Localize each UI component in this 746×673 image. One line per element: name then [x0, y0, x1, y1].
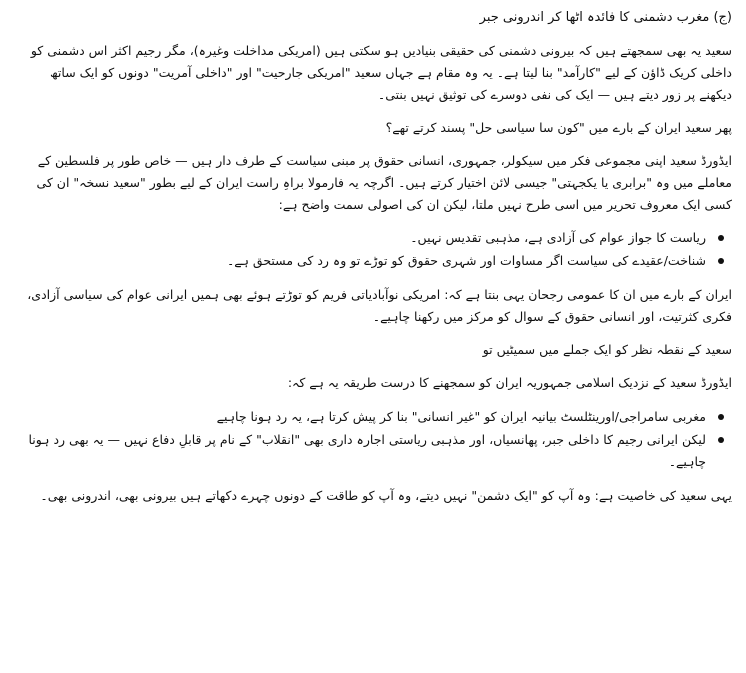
summary-list: [14, 406, 732, 473]
summary-lead: ایڈورڈ سعید کے نزدیک اسلامی جمہوریہ ایران کو سمجھنے کا درست طریقہ یہ ہے کہ:: [287, 375, 732, 390]
question-political-solution: پھر سعید ایران کے بارے میں "کون سا سیاسی حل" پسند کرتے تھے؟: [385, 120, 732, 135]
principles-list: [14, 227, 732, 272]
list-item: ریاست کا جواز عوام کی آزادی ہے، مذہبی تقدیس نہیں۔: [14, 227, 706, 249]
section-heading: (ج) مغرب دشمنی کا فائدہ اٹھا کر اندرونی جبر: [479, 10, 732, 25]
list-item: لیکن ایرانی رجیم کا داخلی جبر، پھانسیاں، اور مذہبی ریاستی اجارہ داری بھی "انقلاب" کے نام پر قابلِ دفاع نہیں — یہ بھی رد ہونا چاہیے۔: [14, 429, 706, 473]
list-item: مغربی سامراجی/اورینٹلسٹ بیانیہ ایران کو "غیر انسانی" بنا کر پیش کرتا ہے، یہ رد ہونا چاہیے: [14, 406, 706, 428]
paragraph-iran-tendency: ایران کے بارے میں ان کا عمومی رجحان یہی بنتا ہے کہ: امریکی نوآبادیاتی فریم کو توڑتے ہوئے بھی ہمیں ایرانی عوام کی سیاسی آزادی، فکری کثرتیت، اور انسانی حقوق کے سوال کو مرکز میں رکھنا چاہیے۔: [27, 287, 732, 324]
paragraph-external-hostility: سعید یہ بھی سمجھتے ہیں کہ بیرونی دشمنی کی حقیقی بنیادیں ہو سکتی ہیں (امریکی مداخلت وغیرہ)، مگر رجیم اکثر اس دشمنی کو داخلی کریک ڈاؤن کے لیے "کارآمد" بنا لیتا ہے۔ یہ وہ مقام ہے جہاں سعید "امریکی جارحیت" اور "داخلی آمریت" دونوں کو ایک ساتھ دیکھنے پر زور دیتے ہیں — ایک کی نفی دوسرے کی توثیق نہیں بنتی۔: [30, 43, 732, 102]
paragraph-secular-democratic: ایڈورڈ سعید اپنی مجموعی فکر میں سیکولر، جمہوری، انسانی حقوق پر مبنی سیاست کے طرف دار ہیں — خاص طور پر فلسطین کے معاملے میں وہ "برابری یا یکجہتی" جیسی لائن اختیار کرتے ہیں۔ اگرچہ یہ فارمولا براہِ راست ایران کے لیے بطور "سعید نسخہ" ان کی کسی ایک معروف تحریر میں اسی طرح نہیں ملتا، لیکن ان کی اصولی سمت واضح ہے:: [36, 153, 732, 212]
summary-heading: سعید کے نقطہ نظر کو ایک جملے میں سمیٹیں تو: [482, 342, 732, 357]
closing-paragraph: یہی سعید کی خاصیت ہے: وہ آپ کو "ایک دشمن" نہیں دیتے، وہ آپ کو طاقت کے دونوں چہرے دکھاتے ہیں بیرونی بھی، اندرونی بھی۔: [40, 488, 732, 503]
list-item: شناخت/عقیدے کی سیاست اگر مساوات اور شہری حقوق کو توڑے تو وہ رد کی مستحق ہے۔: [14, 250, 706, 272]
